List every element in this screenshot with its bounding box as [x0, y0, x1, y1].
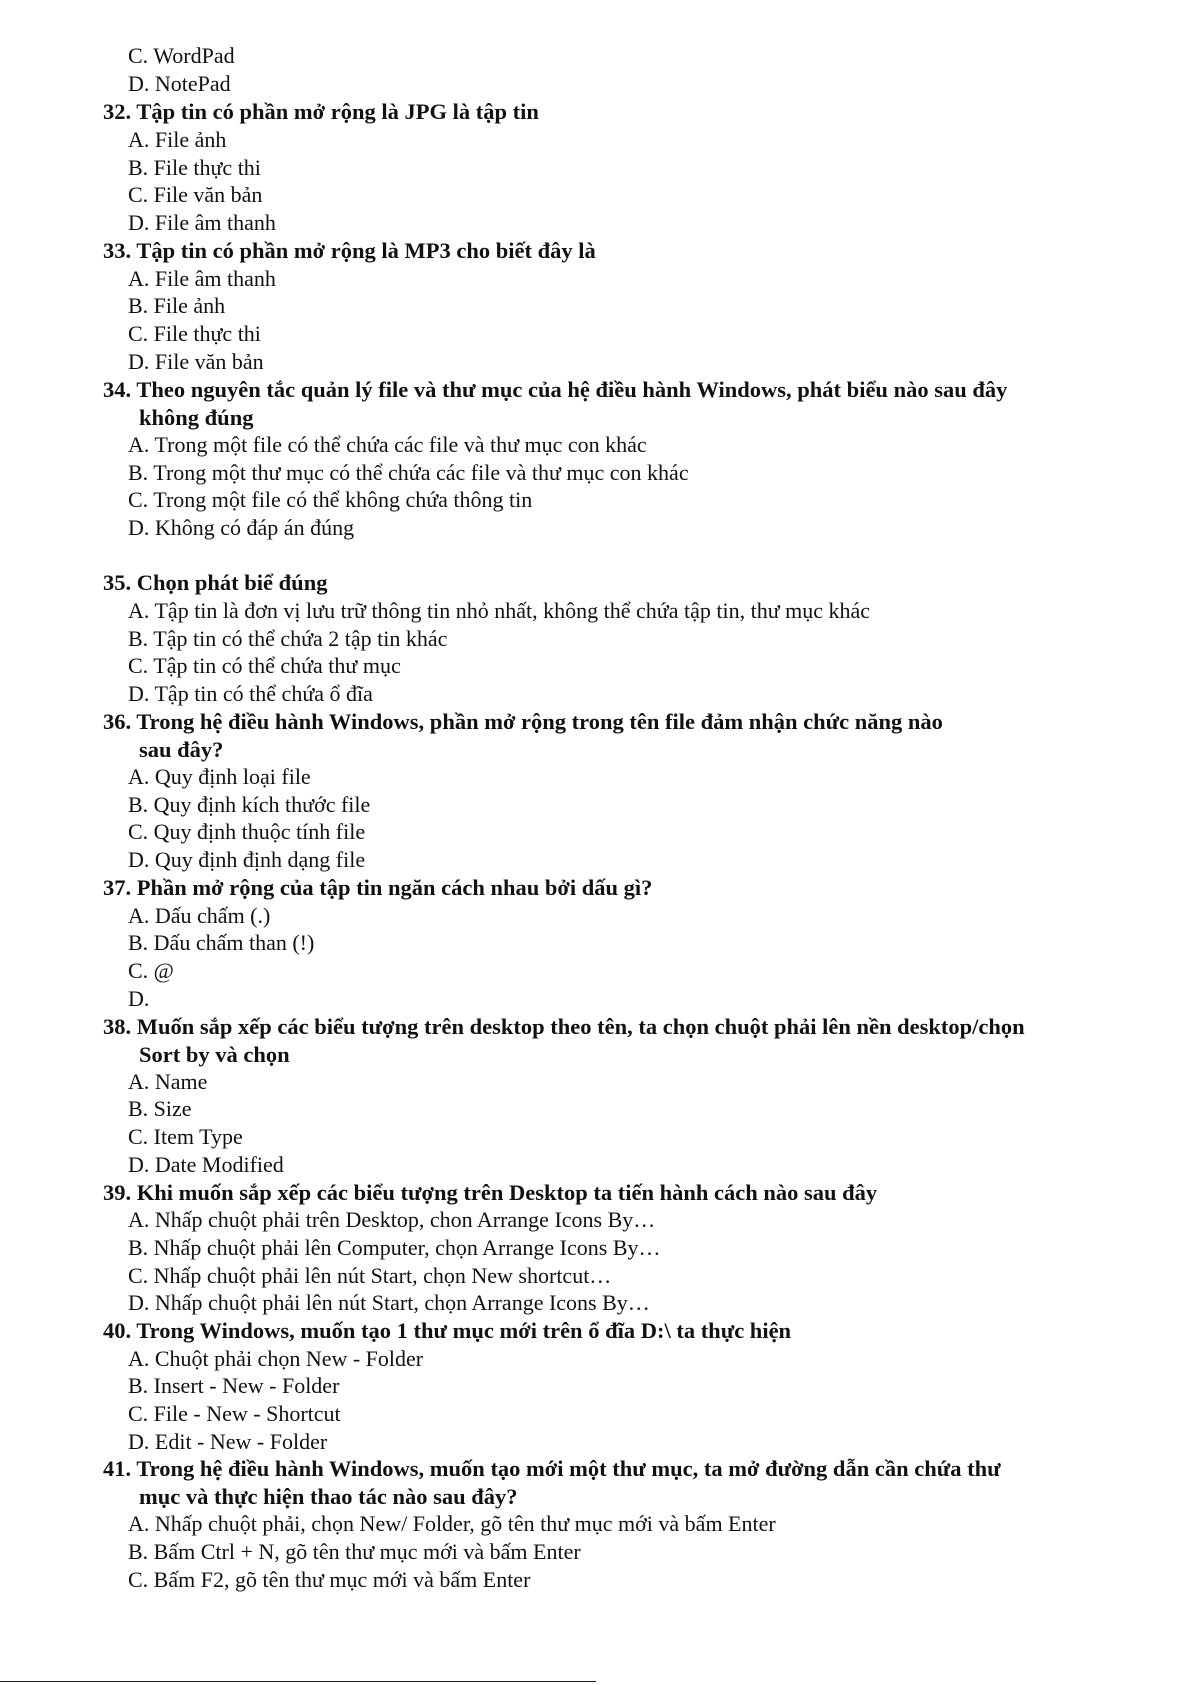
option-41-c: C. Bấm F2, gõ tên thư mục mới và bấm Enter: [128, 1567, 531, 1592]
option-34-c: C. Trong một file có thể không chứa thông tin: [128, 487, 533, 512]
question-38-line1: 38. Muốn sắp xếp các biểu tượng trên desktop theo tên, ta chọn chuột phải lên nền desktop/chọn: [103, 1014, 1025, 1039]
question-41-title: [103, 1455, 1001, 1511]
question-34-title: [103, 376, 1007, 432]
option-34-b: B. Trong một thư mục có thể chứa các file và thư mục con khác: [128, 460, 689, 485]
option-36-a: A. Quy định loại file: [128, 764, 311, 789]
option-35-a: A. Tập tin là đơn vị lưu trữ thông tin nhỏ nhất, không thể chứa tập tin, thư mục khác: [128, 598, 871, 623]
option-40-a: A. Chuột phải chọn New - Folder: [128, 1346, 424, 1371]
option-41-a: A. Nhấp chuột phải, chọn New/ Folder, gõ tên thư mục mới và bấm Enter: [128, 1511, 776, 1536]
option-31-d: D. NotePad: [128, 71, 231, 96]
option-32-b: B. File thực thi: [128, 155, 261, 180]
question-36-line2: sau đây?: [139, 737, 224, 762]
option-39-b: B. Nhấp chuột phải lên Computer, chọn Arrange Icons By…: [128, 1235, 661, 1260]
option-34-a: A. Trong một file có thể chứa các file và thư mục con khác: [128, 432, 647, 457]
option-32-d: D. File âm thanh: [128, 210, 276, 235]
option-37-a: A. Dấu chấm (.): [128, 903, 271, 928]
option-33-b: B. File ảnh: [128, 293, 226, 318]
option-41-b: B. Bấm Ctrl + N, gõ tên thư mục mới và bấm Enter: [128, 1539, 581, 1564]
option-36-c: C. Quy định thuộc tính file: [128, 819, 366, 844]
option-38-b: B. Size: [128, 1096, 192, 1121]
option-33-d: D. File văn bản: [128, 349, 264, 374]
option-35-b: B. Tập tin có thể chứa 2 tập tin khác: [128, 626, 448, 651]
option-40-c: C. File - New - Shortcut: [128, 1401, 341, 1426]
question-40-title: 40. Trong Windows, muốn tạo 1 thư mục mới trên ổ đĩa D:\ ta thực hiện: [103, 1318, 792, 1343]
question-39-title: 39. Khi muốn sắp xếp các biểu tượng trên Desktop ta tiến hành cách nào sau đây: [103, 1180, 878, 1205]
option-37-b: B. Dấu chấm than (!): [128, 930, 315, 955]
question-36-line1: 36. Trong hệ điều hành Windows, phần mở rộng trong tên file đảm nhận chức năng nào: [103, 709, 943, 734]
question-34-line2: không đúng: [139, 405, 254, 430]
question-41-line1: 41. Trong hệ điều hành Windows, muốn tạo mới một thư mục, ta mở đường dẫn cần chứa thư: [103, 1456, 1001, 1481]
footer-divider: [0, 1681, 596, 1682]
question-41-line2: mục và thực hiện thao tác nào sau đây?: [139, 1484, 518, 1509]
option-35-c: C. Tập tin có thể chứa thư mục: [128, 653, 401, 678]
option-32-c: C. File văn bản: [128, 182, 263, 207]
question-32-title: 32. Tập tin có phần mở rộng là JPG là tập tin: [103, 99, 539, 124]
option-36-b: B. Quy định kích thước file: [128, 792, 371, 817]
option-34-d: D. Không có đáp án đúng: [128, 515, 355, 540]
option-39-d: D. Nhấp chuột phải lên nút Start, chọn Arrange Icons By…: [128, 1290, 650, 1315]
option-40-d: D. Edit - New - Folder: [128, 1429, 328, 1454]
question-35-title: 35. Chọn phát biể đúng: [103, 570, 328, 595]
option-40-b: B. Insert - New - Folder: [128, 1373, 340, 1398]
option-37-c: C. @: [128, 958, 174, 983]
question-38-title: [103, 1013, 1025, 1069]
question-37-title: 37. Phần mở rộng của tập tin ngăn cách nhau bởi dấu gì?: [103, 875, 653, 900]
option-33-a: A. File âm thanh: [128, 266, 276, 291]
option-36-d: D. Quy định định dạng file: [128, 847, 366, 872]
question-34-line1: 34. Theo nguyên tắc quản lý file và thư mục của hệ điều hành Windows, phát biểu nào sau đây: [103, 377, 1008, 402]
option-35-d: D. Tập tin có thể chứa ổ đĩa: [128, 681, 373, 706]
question-38-line2: Sort by và chọn: [139, 1042, 290, 1067]
question-33-title: 33. Tập tin có phần mở rộng là MP3 cho biết đây là: [103, 238, 596, 263]
option-39-a: A. Nhấp chuột phải trên Desktop, chon Arrange Icons By…: [128, 1207, 656, 1232]
option-39-c: C. Nhấp chuột phải lên nút Start, chọn New shortcut…: [128, 1263, 612, 1288]
option-38-d: D. Date Modified: [128, 1152, 284, 1177]
option-38-a: A. Name: [128, 1069, 208, 1094]
question-36-title: [103, 708, 943, 764]
option-33-c: C. File thực thi: [128, 321, 261, 346]
option-38-c: C. Item Type: [128, 1124, 243, 1149]
option-32-a: A. File ảnh: [128, 127, 227, 152]
option-31-c: C. WordPad: [128, 43, 235, 68]
option-37-d: D.: [128, 986, 150, 1011]
